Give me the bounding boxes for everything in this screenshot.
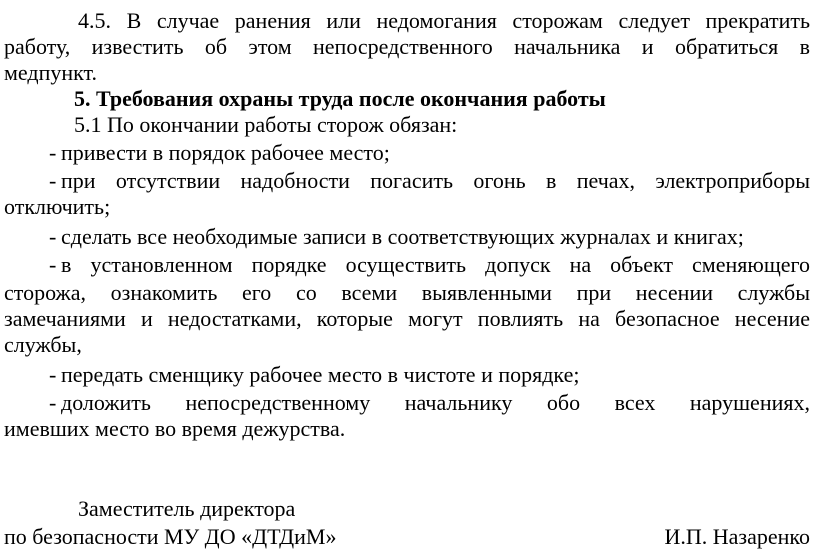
bullet-item: [4, 252, 810, 278]
bullet-item: [4, 390, 810, 416]
bullet-text: в установленном порядке осуществить допуск на объект сменяющего: [61, 252, 810, 277]
paragraph-5-1: 5.1 По окончании работы сторож обязан:: [74, 112, 458, 137]
signature-name: И.П. Назаренко: [664, 524, 810, 549]
bullet-dash: -: [49, 140, 57, 165]
bullet-dash: -: [49, 252, 57, 277]
bullet-continuation: сторожа, ознакомить его со всеми выявленными при несении службы: [4, 280, 810, 305]
bullet-dash: -: [49, 390, 57, 415]
bullet-dash: -: [49, 224, 57, 249]
bullet-continuation: имевших место во время дежурства.: [4, 416, 346, 441]
bullet-text: при отсутствии надобности погасить огонь в печах, электроприборы: [61, 168, 810, 193]
bullet-dash: -: [49, 362, 57, 387]
bullet-item: [4, 224, 816, 250]
bullet-continuation: замечаниями и недостатками, которые могут повлиять на безопасное несение: [4, 306, 810, 331]
section-heading: 5. Требования охраны труда после окончания работы: [74, 86, 606, 111]
bullet-item: [4, 362, 816, 388]
bullet-item: [4, 168, 810, 194]
bullet-continuation: службы,: [4, 332, 82, 357]
signature-row: [4, 524, 810, 550]
bullet-text: передать сменщику рабочее место в чистоте и порядке;: [61, 362, 580, 387]
bullet-text: сделать все необходимые записи в соответствующих журналах и книгах;: [61, 224, 744, 249]
paragraph-4-5-line-1: 4.5. В случае ранения или недомогания сторожам следует прекратить: [78, 8, 810, 33]
bullet-continuation: отключить;: [4, 194, 111, 219]
signature-title-line-1: Заместитель директора: [78, 496, 296, 521]
paragraph-4-5-line-2: работу, известить об этом непосредственного начальника и обратиться в: [4, 34, 810, 59]
paragraph-4-5-line-3: медпункт.: [4, 60, 97, 85]
bullet-text: привести в порядок рабочее место;: [61, 140, 390, 165]
bullet-item: [4, 140, 816, 166]
signature-title-line-2: по безопасности МУ ДО «ДТДиМ»: [4, 524, 337, 549]
bullet-text: доложить непосредственному начальнику обо всех нарушениях,: [61, 390, 810, 415]
bullet-dash: -: [49, 168, 57, 193]
